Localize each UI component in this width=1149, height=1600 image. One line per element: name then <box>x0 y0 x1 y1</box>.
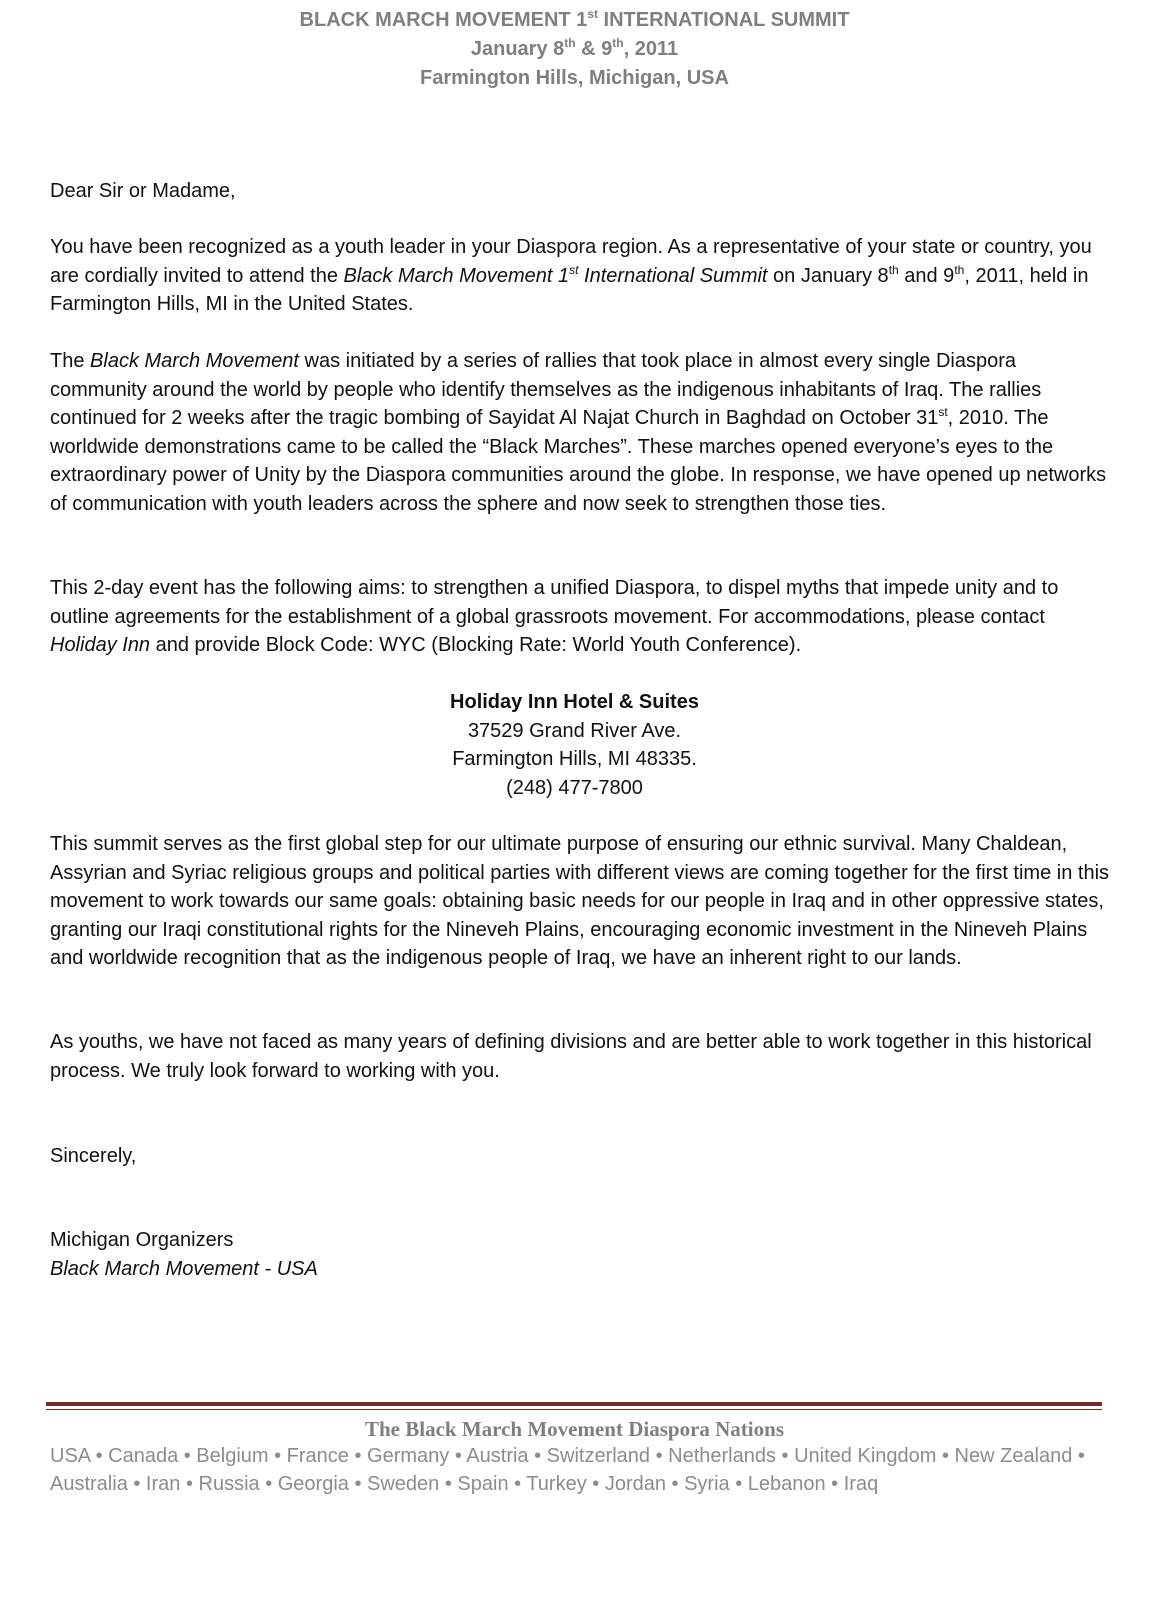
signature-group: Black March Movement - USA <box>50 1257 318 1280</box>
signature <box>50 1226 318 1283</box>
paragraph-background: The Black March Movement was initiated by a series of rallies that took place in almost every single Diaspora community around the world by people who identify themselves as the indigenous inhabitants of Iraq. The rallies continued for 2 weeks after the tragic bombing of Sayidat Al Najat Church in Baghdad on October 31st, 2010. The worldwide demonstrations came to be called the “Black Marches”. These marches opened everyone’s eyes to the extraordinary power of Unity by the Diaspora communities around the globe. In response, we have opened up networks of communication with youth leaders across the sphere and now seek to strengthen those ties. <box>50 350 1107 515</box>
paragraph-purpose: This summit serves as the first global step for our ultimate purpose of ensuring our ethnic survival. Many Chaldean, Assyrian and Syriac religious groups and political parties with different views are coming together for the first time in this movement to work towards our same goals: obtaining basic needs for our people in Iraq and in other oppressive states, granting our Iraqi constitutional rights for the Nineveh Plains, encouraging economic investment in the Nineveh Plains and worldwide recognition that as the indigenous people of Iraq, we have an inherent right to our lands. <box>50 833 1110 969</box>
paragraph-closing: As youths, we have not faced as many years of defining divisions and are better able to work together in this historical process. We truly look forward to working with you. <box>50 1031 1092 1082</box>
salutation: Dear Sir or Madame, <box>50 180 236 202</box>
footer-divider-thin <box>46 1409 1102 1410</box>
closing: Sincerely, <box>50 1145 137 1167</box>
paragraph-invitation: You have been recognized as a youth leader in your Diaspora region. As a representative of your state or country, you are cordially invited to attend the Black March Movement 1st International Summit on January 8th and 9th, 2011, held in Farmington Hills, MI in the United States. <box>50 236 1092 315</box>
hotel-address <box>0 688 1149 802</box>
footer-title: The Black March Movement Diaspora Nations <box>364 1417 784 1441</box>
hotel-street: 37529 Grand River Ave. <box>467 719 682 742</box>
footer-countries: USA • Canada • Belgium • France • Germany • Austria • Switzerland • Netherlands • United Kingdom • New Zealand • Australia • Iran • Russia • Georgia • Sweden • Spain • Turkey • Jordan • Syria • Lebanon • Iraq <box>50 1445 1085 1495</box>
summit-date: January 8th & 9th, 2011 <box>470 36 679 60</box>
footer-divider <box>46 1402 1102 1406</box>
signature-org: Michigan Organizers <box>50 1229 234 1251</box>
letterhead <box>0 6 1149 93</box>
summit-title: BLACK MARCH MOVEMENT 1st INTERNATIONAL SUMMIT <box>299 7 850 31</box>
hotel-phone: (248) 477-7800 <box>506 776 643 799</box>
paragraph-aims: This 2-day event has the following aims: to strengthen a unified Diaspora, to dispel myths that impede unity and to outline agreements for the establishment of a global grassroots movement. For accommodations, please contact Holiday Inn and provide Block Code: WYC (Blocking Rate: World Youth Conference). <box>50 577 1059 656</box>
hotel-city: Farmington Hills, MI 48335. <box>452 748 697 770</box>
summit-location: Farmington Hills, Michigan, USA <box>420 67 729 89</box>
hotel-name: Holiday Inn Hotel & Suites <box>450 691 699 713</box>
